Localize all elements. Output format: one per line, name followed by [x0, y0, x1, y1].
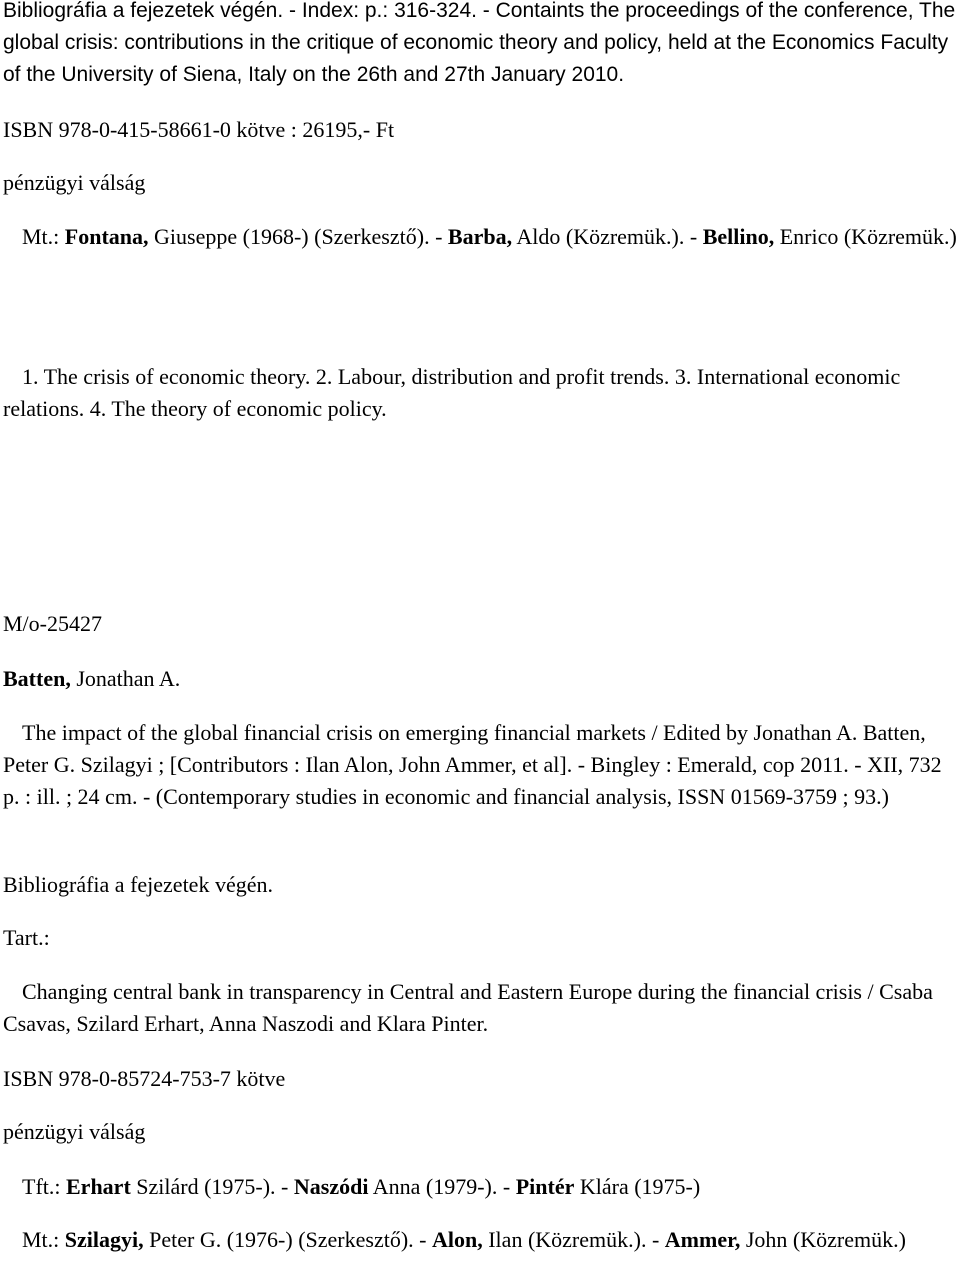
contributors-prefix: Mt.:: [22, 224, 65, 249]
record1-isbn: ISBN 978-0-415-58661-0 kötve : 26195,- Ft: [3, 117, 395, 142]
topics-prefix: Tft.:: [22, 1174, 66, 1199]
topic-details: Szilárd (1975-). -: [130, 1174, 294, 1199]
record2-contents-label: Tart.:: [3, 925, 50, 950]
topic-details: Klára (1975-): [574, 1174, 701, 1199]
record1-notes: Bibliográfia a fejezetek végén. - Index: p.: 316-324. - Containts the proceedings of the conference, The global crisis: contributions in the critique of economic theory and policy, held at the Economics Faculty of the University of Siena, Italy on the 26th and 27th January 2010.: [3, 0, 956, 86]
contributor-name: Barba,: [447, 224, 513, 249]
record2-author: [3, 663, 958, 695]
call-number: M/o-25427: [3, 611, 102, 636]
contributor-details: Enrico (Közremük.): [774, 224, 957, 249]
topic-name: Pintér: [515, 1174, 575, 1199]
record2-description: The impact of the global financial crisis on emerging financial markets / Edited by Jonathan A. Batten, Peter G. Szilagyi ; [Contributors : Ilan Alon, John Ammer, et al]. - Bingley : Emerald, cop 2011. - XII, 732 p. : ill. ; 24 cm. - (Contemporary studies in economic and financial analysis, ISSN 01569-3759 ; 93.): [3, 720, 942, 809]
contributor-details: John (Közremük.): [740, 1227, 906, 1252]
contributors-prefix: Mt.:: [22, 1227, 65, 1252]
contributor-details: Peter G. (1976-) (Szerkesztő). -: [143, 1227, 432, 1252]
record1-contents: 1. The crisis of economic theory. 2. Labour, distribution and profit trends. 3. International economic relations. 4. The theory of economic policy.: [3, 364, 901, 421]
topic-name: Naszódi: [293, 1174, 369, 1199]
contributor-name: Bellino,: [702, 224, 775, 249]
record1-contributors: [3, 221, 958, 253]
record2-contents: Changing central bank in transparency in Central and Eastern Europe during the financial crisis / Csaba Csavas, Szilard Erhart, Anna Naszodi and Klara Pinter.: [3, 979, 933, 1036]
topic-name: Erhart: [66, 1174, 131, 1199]
author-given-name: Jonathan A.: [70, 666, 181, 691]
contributor-details: Aldo (Közremük.). -: [512, 224, 703, 249]
contributor-name: Fontana,: [64, 224, 149, 249]
record2-isbn: ISBN 978-0-85724-753-7 kötve: [3, 1066, 286, 1091]
topic-details: Anna (1979-). -: [368, 1174, 516, 1199]
record1-subject: pénzügyi válság: [3, 170, 146, 195]
contributor-details: Giuseppe (1968-) (Szerkesztő). -: [148, 224, 448, 249]
record2-subject: pénzügyi válság: [3, 1119, 146, 1144]
record2-topics: [3, 1171, 958, 1203]
author-surname: Batten,: [3, 666, 71, 691]
record2-notes: Bibliográfia a fejezetek végén.: [3, 872, 273, 897]
contributor-name: Alon,: [431, 1227, 483, 1252]
record2-contributors: [3, 1224, 958, 1256]
contributor-name: Ammer,: [664, 1227, 741, 1252]
contributor-name: Szilagyi,: [64, 1227, 144, 1252]
contributor-details: Ilan (Közremük.). -: [482, 1227, 665, 1252]
